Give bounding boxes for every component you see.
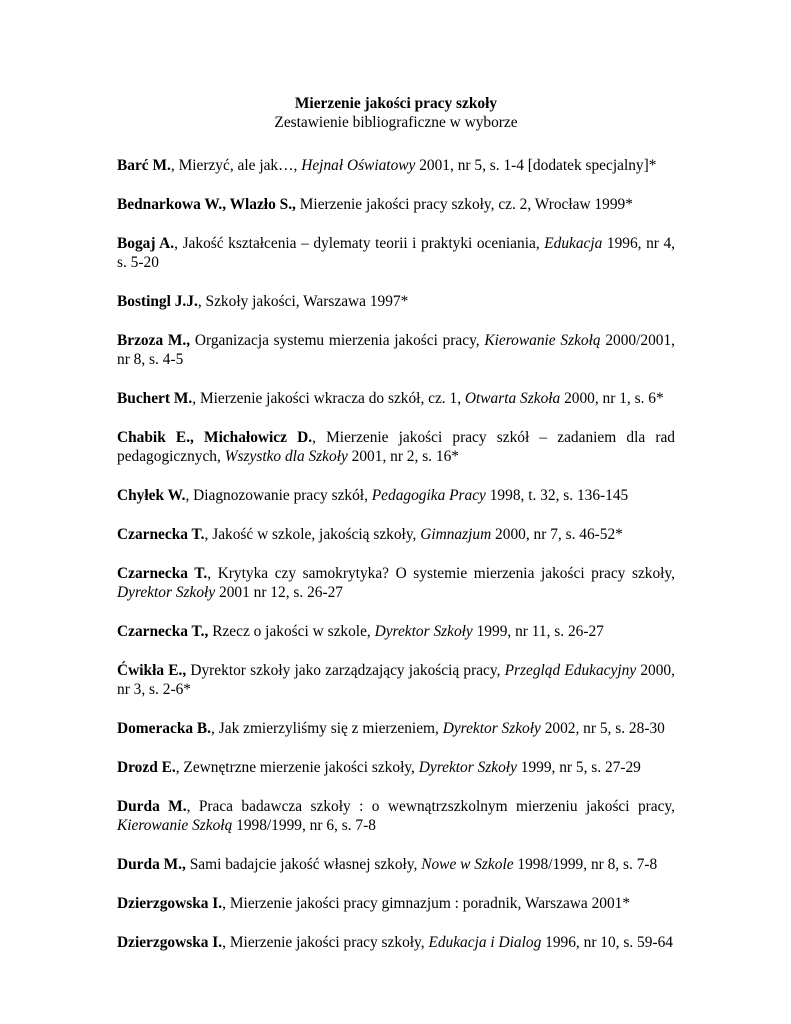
entry-title: Mierzenie jakości wkracza do szkół, cz. 1,: [199, 390, 465, 407]
entry-separator: ,: [186, 798, 199, 815]
bibliography-entry: [117, 292, 675, 311]
bibliography-entry: [117, 622, 675, 641]
entry-details: 2001, nr 5, s. 1-4 [dodatek specjalny]*: [415, 157, 657, 174]
entry-author: Dzierzgowska I.: [117, 934, 223, 951]
bibliography-entry: [117, 525, 675, 544]
entry-title: Mierzenie jakości pracy szkoły, cz. 2, Wrocław 1999*: [299, 196, 633, 213]
entry-details: 2001 nr 12, s. 26-27: [215, 584, 343, 601]
entry-source: Dyrektor Szkoły: [442, 720, 541, 737]
entry-details: 2000, nr 7, s. 46-52*: [491, 526, 623, 543]
entry-source: Kierowanie Szkołą: [484, 332, 601, 349]
entry-details: 1996, nr 10, s. 59-64: [541, 934, 673, 951]
bibliography-entry: [117, 564, 675, 602]
bibliography-entry: [117, 428, 675, 466]
entry-title: Sami badajcie jakość własnej szkoły,: [189, 856, 422, 873]
bibliography-entry: [117, 719, 675, 738]
entry-author: Bednarkowa W., Wlazło S.,: [117, 196, 296, 213]
document-subtitle: Zestawienie bibliograficzne w wyborze: [274, 114, 518, 131]
bibliography-entry: [117, 855, 675, 874]
bibliography-entry: [117, 234, 675, 272]
entry-author: Bostingl J.J.: [117, 293, 198, 310]
entry-title: Mierzenie jakości pracy szkoły,: [229, 934, 429, 951]
entry-author: Brzoza M.,: [117, 332, 191, 349]
entry-separator: ,: [211, 720, 219, 737]
bibliography-entry: [117, 894, 675, 913]
entry-title: Krytyka czy samokrytyka? O systemie mierzenia jakości pracy szkoły,: [217, 565, 675, 582]
document-page: [117, 94, 675, 972]
entry-details: 2000, nr 3, s. 2-6*: [117, 662, 675, 698]
entry-separator: ,: [185, 487, 194, 504]
entry-separator: ,: [222, 934, 230, 951]
entry-title: Jakość kształcenia – dylematy teorii i praktyki oceniania,: [182, 235, 545, 252]
entry-separator: ,: [312, 429, 327, 446]
entry-separator: ,: [174, 235, 183, 252]
entry-source: Przegląd Edukacyjny: [504, 662, 637, 679]
entry-author: Dzierzgowska I.: [117, 895, 223, 912]
entry-author: Durda M.: [117, 798, 187, 815]
entry-author: Barć M.: [117, 157, 171, 174]
entry-source: Gimnazjum: [420, 526, 492, 543]
entry-source: Dyrektor Szkoły: [117, 584, 216, 601]
entry-separator: ,: [192, 390, 200, 407]
bibliography-entry: [117, 486, 675, 505]
entry-title: Diagnozowanie pracy szkół,: [193, 487, 372, 504]
entry-details: 1996, nr 4, s. 5-20: [117, 235, 675, 271]
entry-separator: ,: [222, 895, 230, 912]
entry-source: Wszystko dla Szkoły: [224, 448, 348, 465]
entry-details: 2001, nr 2, s. 16*: [347, 448, 459, 465]
entry-author: Czarnecka T.: [117, 565, 208, 582]
entry-author: Drozd E.: [117, 759, 176, 776]
entry-source: Dyrektor Szkoły: [374, 623, 473, 640]
entry-source: Hejnał Oświatowy: [301, 157, 416, 174]
entry-title: Zewnętrzne mierzenie jakości szkoły,: [183, 759, 419, 776]
entry-author: Durda M.,: [117, 856, 186, 873]
entry-title: Mierzenie jakości pracy szkół – zadaniem dla rad pedagogicznych,: [117, 429, 675, 465]
bibliography-entry: [117, 389, 675, 408]
entry-title: Mierzyć, ale jak…,: [178, 157, 302, 174]
entry-title: Szkoły jakości, Warszawa 1997*: [205, 293, 409, 310]
entry-author: Buchert M.: [117, 390, 193, 407]
entry-separator: ,: [170, 157, 179, 174]
entry-separator: ,: [207, 565, 218, 582]
entry-details: 1998/1999, nr 8, s. 7-8: [513, 856, 658, 873]
entry-details: 1999, nr 5, s. 27-29: [516, 759, 641, 776]
entry-author: Chabik E., Michałowicz D.: [117, 429, 313, 446]
entry-details: 1999, nr 11, s. 26-27: [472, 623, 604, 640]
entry-separator: ,: [175, 759, 184, 776]
entry-title: Rzecz o jakości w szkole,: [212, 623, 375, 640]
bibliography-entry: [117, 933, 675, 952]
entry-source: Edukacja i Dialog: [428, 934, 542, 951]
entry-title: Mierzenie jakości pracy gimnazjum : poradnik, Warszawa 2001*: [229, 895, 631, 912]
entry-details: 2002, nr 5, s. 28-30: [540, 720, 665, 737]
entry-title: Dyrektor szkoły jako zarządzający jakością pracy,: [190, 662, 505, 679]
bibliography-entry: [117, 758, 675, 777]
entry-separator: ,: [197, 293, 206, 310]
entry-title: Praca badawcza szkoły : o wewnątrzszkolnym mierzeniu jakości pracy,: [198, 798, 675, 815]
document-title: Mierzenie jakości pracy szkoły: [294, 95, 498, 112]
entry-title: Jak zmierzyliśmy się z mierzeniem,: [218, 720, 443, 737]
entry-details: 2000/2001, nr 8, s. 4-5: [117, 332, 676, 368]
entry-details: 2000, nr 1, s. 6*: [560, 390, 664, 407]
entry-author: Bogaj A.: [117, 235, 175, 252]
entry-author: Czarnecka T.: [117, 526, 205, 543]
bibliography-entry: [117, 661, 675, 699]
entry-title: Organizacja systemu mierzenia jakości pracy,: [194, 332, 485, 349]
entry-author: Chyłek W.: [117, 487, 186, 504]
entry-title: Jakość w szkole, jakością szkoły,: [212, 526, 421, 543]
bibliography-entry: [117, 156, 675, 175]
entry-source: Dyrektor Szkoły: [418, 759, 517, 776]
bibliography-entry: [117, 195, 675, 214]
entry-source: Kierowanie Szkołą: [117, 817, 233, 834]
entry-details: 1998, t. 32, s. 136-145: [485, 487, 629, 504]
entry-author: Domeracka B.: [117, 720, 212, 737]
bibliography-list: [117, 156, 675, 952]
entry-source: Nowe w Szkole: [421, 856, 514, 873]
entry-author: Ćwikła E.,: [117, 662, 187, 679]
entry-source: Edukacja: [544, 235, 603, 252]
entry-details: 1998/1999, nr 6, s. 7-8: [232, 817, 376, 834]
entry-source: Otwarta Szkoła: [464, 390, 561, 407]
bibliography-entry: [117, 797, 675, 835]
entry-source: Pedagogika Pracy: [371, 487, 486, 504]
bibliography-entry: [117, 331, 675, 369]
entry-separator: ,: [204, 526, 213, 543]
entry-author: Czarnecka T.,: [117, 623, 209, 640]
